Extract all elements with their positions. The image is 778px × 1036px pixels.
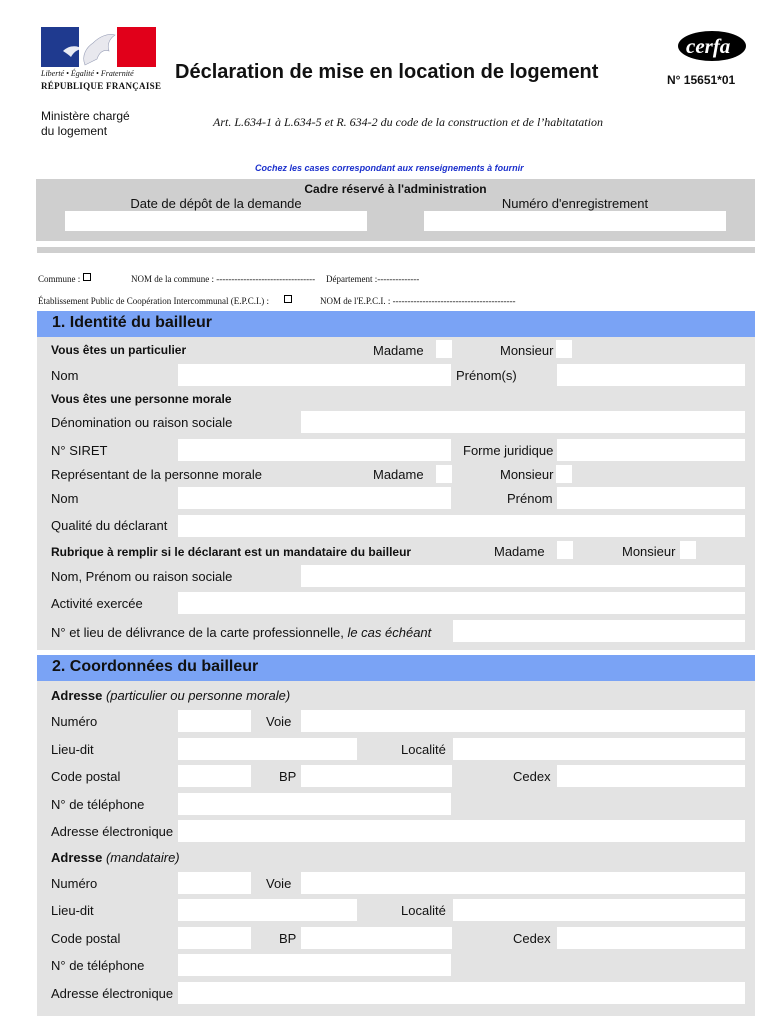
epci-label: Établissement Public de Coopération Intercommunal (E.P.C.I.) :	[38, 296, 269, 306]
departement-label: Département :--------------	[326, 274, 420, 284]
bp-input[interactable]	[301, 765, 452, 787]
page-title: Déclaration de mise en location de logement	[175, 61, 599, 83]
madame-label: Madame	[373, 343, 424, 358]
nom-label: Nom	[51, 368, 79, 383]
representant-madame-label: Madame	[373, 467, 424, 482]
mand-codepostal-input[interactable]	[178, 927, 251, 949]
mand-email-input[interactable]	[178, 982, 745, 1004]
localite-label: Localité	[401, 742, 446, 757]
representant-monsieur-label: Monsieur	[500, 467, 554, 482]
denomination-label: Dénomination ou raison sociale	[51, 415, 233, 430]
representant-nom-input[interactable]	[178, 487, 451, 509]
prenoms-input[interactable]	[557, 364, 745, 386]
admin-date-input[interactable]	[65, 211, 367, 231]
mandataire-madame-checkbox[interactable]	[557, 541, 573, 559]
qualite-label: Qualité du déclarant	[51, 518, 168, 533]
carte-label-text: N° et lieu de délivrance de la carte professionnelle,	[51, 625, 344, 640]
commune-label: Commune :	[38, 274, 81, 284]
forme-juridique-input[interactable]	[557, 439, 745, 461]
marianne-logo	[41, 27, 156, 67]
localite-input[interactable]	[453, 738, 745, 760]
section-2-title: 2. Coordonnées du bailleur	[52, 658, 259, 675]
logo-republic: RÉPUBLIQUE FRANÇAISE	[41, 81, 162, 91]
adresse-part-heading	[51, 688, 290, 704]
epci-checkbox[interactable]	[284, 295, 292, 303]
representant-label: Représentant de la personne morale	[51, 467, 263, 482]
qualite-input[interactable]	[178, 515, 745, 537]
mand-lieudit-input[interactable]	[178, 899, 357, 921]
admin-title: Cadre réservé à l'administration	[304, 182, 487, 196]
mand-localite-label: Localité	[401, 903, 446, 918]
commune-checkbox[interactable]	[83, 273, 91, 281]
email-label: Adresse électronique	[51, 824, 174, 839]
nom-raison-label: Nom, Prénom ou raison sociale	[51, 569, 233, 584]
mandataire-heading: Rubrique à remplir si le déclarant est un mandataire du bailleur	[51, 545, 412, 559]
mand-lieudit-label: Lieu-dit	[51, 903, 94, 918]
activite-label: Activité exercée	[51, 596, 143, 611]
mand-bp-label: BP	[279, 931, 297, 946]
mand-email-label: Adresse électronique	[51, 986, 174, 1001]
carte-input[interactable]	[453, 620, 745, 642]
mand-telephone-label: N° de téléphone	[51, 958, 145, 973]
representant-prenom-label: Prénom	[507, 491, 553, 506]
adresse-part-word: Adresse	[51, 688, 103, 703]
cerfa-logo	[677, 30, 747, 62]
numero-input[interactable]	[178, 710, 251, 732]
section-2-header	[37, 655, 755, 681]
mand-cedex-label: Cedex	[513, 931, 551, 946]
mand-voie-input[interactable]	[301, 872, 745, 894]
monsieur-checkbox[interactable]	[556, 340, 572, 358]
commune-name-label: NOM de la commune : ---------------------------------	[131, 274, 316, 284]
codepostal-label: Code postal	[51, 769, 121, 784]
lieudit-label: Lieu-dit	[51, 742, 94, 757]
cedex-label: Cedex	[513, 769, 551, 784]
cedex-input[interactable]	[557, 765, 745, 787]
divider	[37, 247, 755, 253]
ministry-line-2: du logement	[41, 124, 108, 138]
prenoms-label: Prénom(s)	[456, 368, 517, 383]
monsieur-label: Monsieur	[500, 343, 554, 358]
mand-numero-label: Numéro	[51, 876, 98, 891]
nom-raison-input[interactable]	[301, 565, 745, 587]
mandataire-madame-label: Madame	[494, 544, 545, 559]
personne-morale-heading: Vous êtes une personne morale	[51, 392, 232, 406]
siret-input[interactable]	[178, 439, 451, 461]
representant-prenom-input[interactable]	[557, 487, 745, 509]
ministry-line-1: Ministère chargé	[41, 109, 130, 123]
mand-voie-label: Voie	[266, 876, 292, 891]
carte-label	[51, 625, 431, 641]
mand-bp-input[interactable]	[301, 927, 452, 949]
admin-date-label: Date de dépôt de la demande	[130, 196, 302, 211]
particulier-heading: Vous êtes un particulier	[51, 343, 187, 357]
marianne-flag-icon	[41, 27, 156, 67]
numero-label: Numéro	[51, 714, 98, 729]
section-1-header	[37, 311, 755, 337]
voie-input[interactable]	[301, 710, 745, 732]
adresse-part-qualifier: (particulier ou personne morale)	[105, 688, 291, 703]
mand-codepostal-label: Code postal	[51, 931, 121, 946]
nom-input[interactable]	[178, 364, 451, 386]
admin-number-label: Numéro d'enregistrement	[501, 196, 649, 211]
cerfa-logo-text: cerfa	[686, 34, 731, 58]
cerfa-number: N° 15651*01	[667, 73, 736, 87]
epci-name-label: NOM de l'E.P.C.I. : -----------------------------------------	[320, 296, 516, 306]
bp-label: BP	[279, 769, 297, 784]
instruction-text: Cochez les cases correspondant aux renseignements à fournir	[255, 163, 524, 173]
representant-nom-label: Nom	[51, 491, 79, 506]
telephone-label: N° de téléphone	[51, 797, 145, 812]
adresse-mand-word: Adresse	[51, 850, 103, 865]
logo-motto: Liberté • Égalité • Fraternité	[41, 69, 134, 78]
adresse-mand-heading	[51, 850, 180, 866]
siret-label: N° SIRET	[51, 443, 108, 458]
mand-localite-input[interactable]	[453, 899, 745, 921]
mandataire-monsieur-label: Monsieur	[622, 544, 676, 559]
email-input[interactable]	[178, 820, 745, 842]
representant-monsieur-checkbox[interactable]	[556, 465, 572, 483]
voie-label: Voie	[266, 714, 292, 729]
lieudit-input[interactable]	[178, 738, 357, 760]
telephone-input[interactable]	[178, 793, 451, 815]
codepostal-input[interactable]	[178, 765, 251, 787]
forme-juridique-label: Forme juridique	[463, 443, 554, 458]
representant-madame-checkbox[interactable]	[436, 465, 452, 483]
carte-label-cas: le cas échéant	[347, 625, 432, 640]
mand-cedex-input[interactable]	[557, 927, 745, 949]
denomination-input[interactable]	[301, 411, 745, 433]
mandataire-monsieur-checkbox[interactable]	[680, 541, 696, 559]
mand-numero-input[interactable]	[178, 872, 251, 894]
adresse-mand-qualifier: (mandataire)	[105, 850, 180, 865]
legal-reference: Art. L.634-1 à L.634-5 et R. 634-2 du code de la construction et de l’habitatation	[213, 115, 603, 129]
admin-number-input[interactable]	[424, 211, 726, 231]
mand-telephone-input[interactable]	[178, 954, 451, 976]
activite-input[interactable]	[178, 592, 745, 614]
madame-checkbox[interactable]	[436, 340, 452, 358]
section-1-title: 1. Identité du bailleur	[52, 314, 213, 331]
